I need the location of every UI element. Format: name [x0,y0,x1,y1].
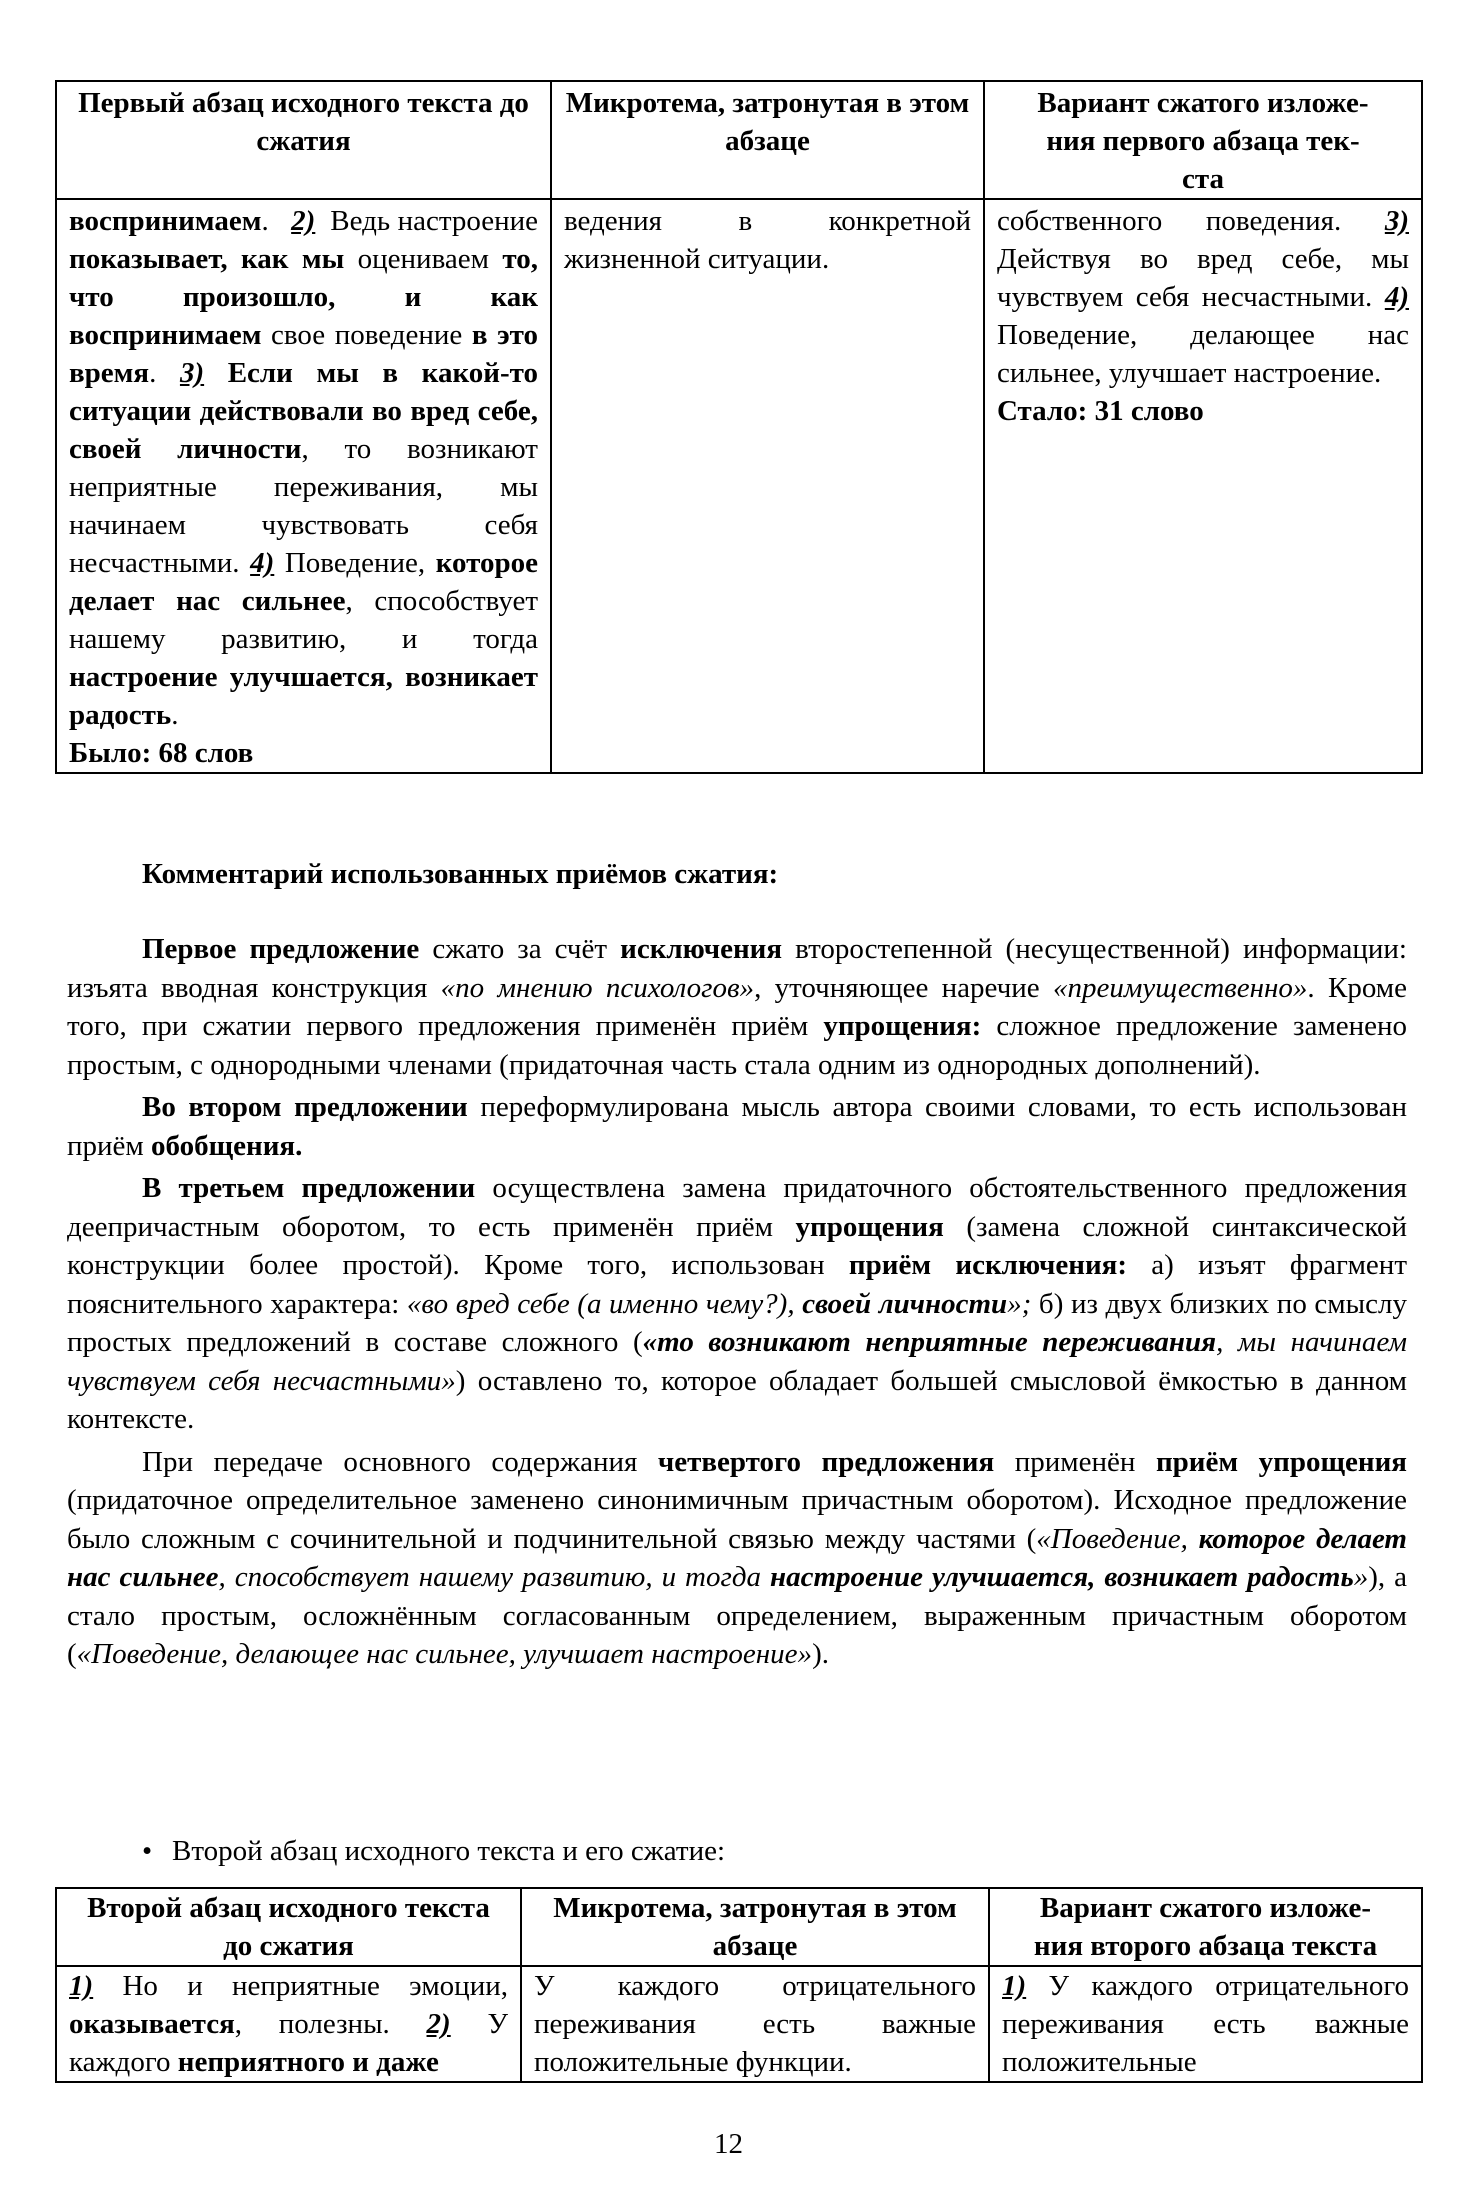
table-row [56,199,1422,773]
table-header-row [56,81,1422,199]
header-microtopic: Микротема, затронутая в этом абзаце [551,81,984,199]
table-row [56,1966,1422,2082]
original-text: 1) Но и неприятные эмоции, оказывается, полезны. 2) У каждого неприятного и даже [69,1970,508,2078]
compression-table-second-paragraph [55,1887,1423,2083]
header-original-text: Второй абзац исходного текста до сжатия [56,1888,521,1966]
header-original-text: Первый абзац исходного текста до сжатия [56,81,551,199]
compression-table-first-paragraph [55,80,1423,774]
header-microtopic: Микротема, затронутая в этом абзаце [521,1888,989,1966]
word-count-after: Стало: 31 слово [997,395,1204,427]
microtopic-cell: У каждого отрицательного переживания есть важные положительные функции. [521,1966,989,2082]
original-text-cell [56,199,551,773]
commentary-paragraph: Во втором предложении переформулирована мысль автора своими словами, то есть использован приём обобщения. [67,1091,1407,1162]
compressed-text-cell [989,1966,1422,2082]
commentary-text [67,930,1407,1674]
bullet-icon: • [142,1835,153,1867]
page-number: 12 [714,2128,743,2160]
original-text-cell [56,1966,521,2082]
bullet-item: • Второй абзац исходного текста и его сжатие: [142,1835,726,1867]
comment-heading: Комментарий использованных приёмов сжатия: [142,858,779,890]
word-count-before: Было: 68 слов [69,737,254,769]
table-header-row [56,1888,1422,1966]
commentary-paragraph: В третьем предложении осуществлена замена придаточного обстоятельственного предложения деепричастным оборотом, то есть применён приём упрощения (замена сложной синтаксической конструкции более простой). Кроме того, использован приём исключения: а) изъят фрагмент пояснительного характера: «во вред себе (а именно чему?), своей личности»; б) из двух близких по смыслу простых предложений в составе сложного («то возникают неприятные переживания, мы начинаем чувствуем себя несчастными») оставлено то, которое обладает большей смысловой ёмкостью в данном контексте. [67,1172,1408,1435]
commentary-paragraph: При передаче основного содержания четвертого предложения применён приём упрощения (придаточное определительное заменено синонимичным причастным оборотом). Исходное предложение было сложным с сочинительной и подчинительной связью между частями («Поведение, которое делает нас сильнее, способствует нашему развитию, и тогда настроение улучшается, возникает радость»), а стало простым, осложнённым согласованным определением, выраженным причастным оборотом («Поведение, делающее нас сильнее, улучшает настроение»). [67,1445,1408,1670]
microtopic-cell: ведения в конкретной жизненной ситуации. [551,199,984,773]
compressed-text: собственного поведения. 3) Действуя во вред себе, мы чувствуем себя несчастными. 4) Поведение, делающее нас сильнее, улучшает настроение. [997,205,1409,389]
header-compressed-variant: Вариант сжатого изложе- ния первого абзаца тек- ста [984,81,1422,199]
original-text: воспринимаем. 2) Ведь настроение показывает, как мы оцениваем то, что произошло, и как воспринимаем свое поведение в это время. 3) Если мы в какой-то ситуации действовали во вред себе, своей личности, то возникают неприятные переживания, мы начинаем чувствовать себя несчастными. 4) Поведение, которое делает нас сильнее, способствует нашему развитию, и тогда настроение улучшается, возникает радость. [69,205,538,731]
header-compressed-variant: Вариант сжатого изложе- ния второго абзаца текста [989,1888,1422,1966]
compressed-text-cell [984,199,1422,773]
compressed-text: 1) У каждого отрицательного переживания есть важные положительные [1002,1970,1409,2078]
commentary-paragraph: Первое предложение сжато за счёт исключения второстепенной (несущественной) информации: изъята вводная конструкция «по мнению психологов», уточняющее наречие «преимущественно». Кроме того, при сжатии первого предложения применён приём упрощения: сложное предложение заменено простым, с однородными членами (придаточная часть стала одним из однородных дополнений). [67,933,1407,1081]
